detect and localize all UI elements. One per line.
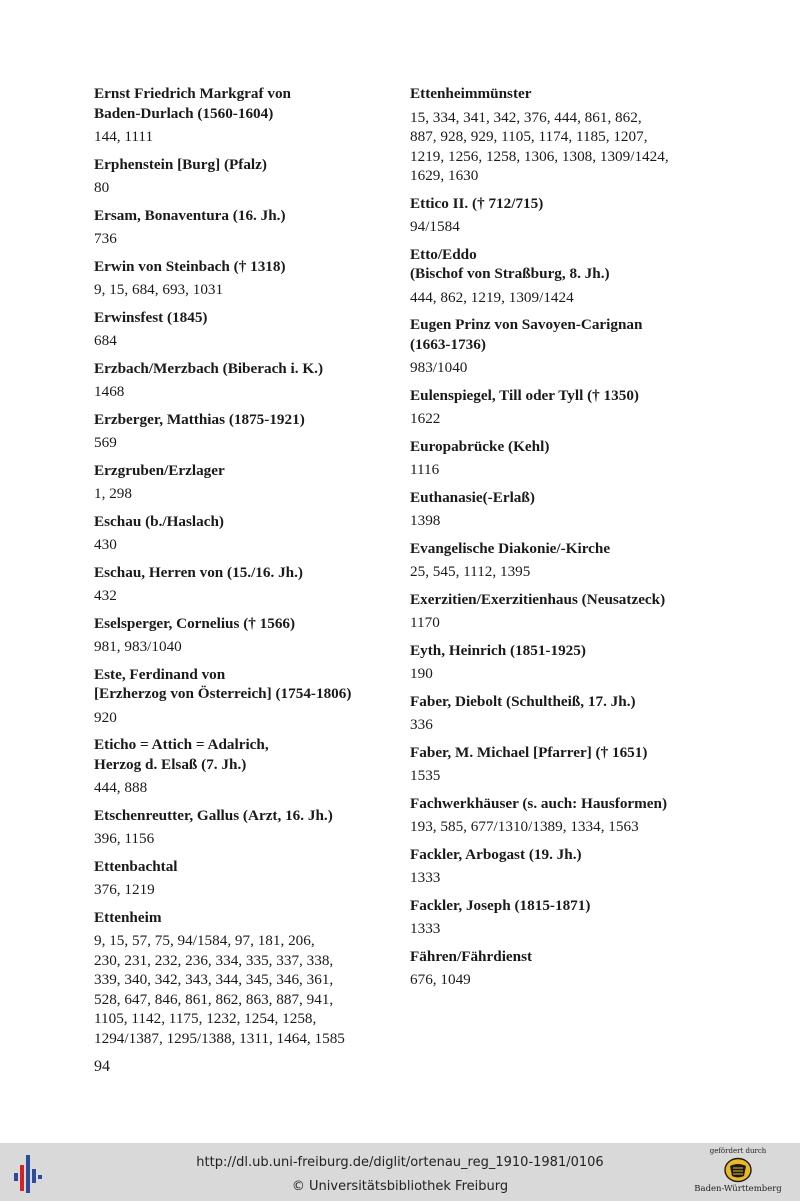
index-entry-heading: Este, Ferdinand von [Erzherzog von Österreich] (1754-1806) — [94, 665, 352, 702]
index-entry-heading: Erzbach/Merzbach (Biberach i. K.) — [94, 359, 324, 377]
index-entry-page-refs: 1, 298 — [94, 485, 132, 502]
index-entry-heading: Fachwerkhäuser (s. auch: Hausformen) — [410, 794, 668, 812]
index-entry-page-refs: 1535 — [410, 767, 441, 784]
index-entry-page-refs: 569 — [94, 434, 117, 451]
index-entry — [94, 257, 394, 300]
index-entry — [410, 590, 730, 633]
index-entry-heading: Ernst Friedrich Markgraf von Baden-Durlach (1560-1604) — [94, 85, 291, 122]
index-entry — [410, 437, 730, 480]
index-entry — [410, 794, 730, 837]
index-entry-page-refs: 190 — [410, 665, 433, 682]
index-entry — [94, 857, 394, 900]
index-entry-heading: Eschau, Herren von (15./16. Jh.) — [94, 563, 303, 581]
index-entry-page-refs: 920 — [94, 708, 117, 726]
index-entry-heading: Eschau (b./Haslach) — [94, 512, 224, 530]
index-entry-page-refs: 1333 — [410, 920, 441, 937]
index-entry — [410, 947, 730, 990]
baden-wuerttemberg-seal-icon — [723, 1157, 753, 1183]
index-entry-page-refs: 444, 888 — [94, 779, 148, 796]
index-entry-page-refs: 983/1040 — [410, 359, 468, 376]
sponsor-badge — [690, 1147, 786, 1201]
index-entry-heading: Faber, M. Michael [Pfarrer] († 1651) — [410, 743, 648, 761]
index-entry — [94, 84, 394, 147]
index-entry-heading: Etschenreutter, Gallus (Arzt, 16. Jh.) — [94, 806, 333, 824]
sponsor-caption: gefördert durch — [709, 1147, 767, 1155]
index-entry-heading: Erzberger, Matthias (1875-1921) — [94, 410, 305, 428]
index-entry — [94, 806, 394, 849]
index-entry-page-refs: 25, 545, 1112, 1395 — [410, 563, 531, 580]
index-entry — [410, 194, 730, 237]
index-entry-page-refs: 1398 — [410, 512, 441, 529]
index-entry-heading: Evangelische Diakonie/-Kirche — [410, 539, 611, 557]
index-entry-heading: Eulenspiegel, Till oder Tyll († 1350) — [410, 386, 639, 404]
index-entry-page-refs: 15, 334, 341, 342, 376, 444, 861, 862, 887, 928, 929, 1105, 1174, 1185, 1207, 1219, 1256, 1258, 1306, 1308, 1309/1424, 1629, 1630 — [410, 108, 669, 184]
index-entry-heading: Eticho = Attich = Adalrich, Herzog d. Elsaß (7. Jh.) — [94, 736, 269, 773]
index-entry-heading: Erzgruben/Erzlager — [94, 461, 225, 479]
index-entry-heading: Ettenheimmünster — [410, 85, 532, 102]
index-entry-heading: Eyth, Heinrich (1851-1925) — [410, 641, 586, 659]
document-url[interactable]: http://dl.ub.uni-freiburg.de/diglit/ortenau_reg_1910-1981/0106 — [196, 1155, 604, 1170]
index-entry — [94, 155, 394, 198]
copyright-notice: © Universitätsbibliothek Freiburg — [291, 1179, 509, 1194]
index-entry — [410, 315, 730, 378]
index-entry — [94, 563, 394, 606]
index-entry-page-refs: 1468 — [94, 383, 125, 400]
index-entry — [94, 908, 394, 1049]
index-entry-page-refs: 9, 15, 57, 75, 94/1584, 97, 181, 206, 230, 231, 232, 236, 334, 335, 337, 338, 339, 340, 342, 343, 344, 345, 346, 361, 528, 647, 846, 861, 862, 863, 887, 941, 1105, 1142, 1175, 1232, 1254, 1258, 1294/1387, 1295/1388, 1311, 1464, 1585 — [94, 932, 345, 1047]
index-entry-heading: Euthanasie(-Erlaß) — [410, 488, 535, 506]
index-entry-page-refs: 396, 1156 — [94, 830, 155, 847]
index-entry — [410, 488, 730, 531]
index-entry — [94, 735, 394, 798]
index-entry-page-refs: 376, 1219 — [94, 881, 155, 898]
index-entry-page-refs: 94/1584 — [410, 218, 460, 235]
index-entry-heading: Ersam, Bonaventura (16. Jh.) — [94, 206, 286, 224]
index-entry — [410, 245, 730, 308]
index-entry-heading: Europabrücke (Kehl) — [410, 437, 550, 455]
index-column-right — [410, 84, 730, 998]
index-entry-heading: Ettenheim — [94, 908, 162, 926]
index-entry-page-refs: 1116 — [410, 461, 440, 478]
index-entry-heading: Erwin von Steinbach († 1318) — [94, 257, 286, 275]
index-entry — [410, 845, 730, 888]
index-entry-page-refs: 9, 15, 684, 693, 1031 — [94, 281, 224, 298]
index-entry-heading: Etto/Eddo (Bischof von Straßburg, 8. Jh.) — [410, 245, 610, 282]
index-entry — [94, 410, 394, 453]
index-entry-heading: Ettico II. († 712/715) — [410, 194, 544, 212]
sponsor-name: Baden-Württemberg — [694, 1184, 782, 1194]
index-entry-heading: Eselsperger, Cornelius († 1566) — [94, 614, 296, 632]
index-entry-page-refs: 981, 983/1040 — [94, 638, 182, 655]
index-entry-heading: Fähren/Fährdienst — [410, 947, 533, 965]
index-entry — [410, 641, 730, 684]
index-entry-page-refs: 193, 585, 677/1310/1389, 1334, 1563 — [410, 818, 639, 835]
index-entry — [94, 461, 394, 504]
index-entry — [410, 539, 730, 582]
index-entry-heading: Fackler, Joseph (1815-1871) — [410, 896, 591, 914]
index-entry-heading: Erphenstein [Burg] (Pfalz) — [94, 155, 267, 173]
index-entry-heading: Fackler, Arbogast (19. Jh.) — [410, 845, 582, 863]
index-entry-page-refs: 430 — [94, 536, 117, 553]
index-entry — [410, 743, 730, 786]
index-entry-heading: Erwinsfest (1845) — [94, 308, 208, 326]
index-entry-page-refs: 144, 1111 — [94, 128, 154, 145]
index-entry-page-refs: 432 — [94, 587, 117, 604]
index-entry — [94, 665, 394, 728]
index-entry-page-refs: 444, 862, 1219, 1309/1424 — [410, 288, 574, 306]
index-entry — [410, 386, 730, 429]
index-entry — [94, 206, 394, 249]
index-entry-page-refs: 1622 — [410, 410, 441, 427]
index-entry — [94, 512, 394, 555]
index-entry-page-refs: 736 — [94, 230, 117, 247]
index-entry — [94, 359, 394, 402]
index-entry-heading: Eugen Prinz von Savoyen-Carignan (1663-1736) — [410, 316, 643, 353]
page-number: 94 — [94, 1058, 110, 1075]
index-entry-heading: Ettenbachtal — [94, 857, 178, 875]
index-entry-page-refs: 676, 1049 — [410, 971, 471, 988]
index-entry-page-refs: 80 — [94, 179, 110, 196]
index-column-left — [94, 84, 394, 1056]
index-entry — [410, 84, 730, 186]
index-entry — [94, 614, 394, 657]
index-entry-page-refs: 1170 — [410, 614, 440, 631]
index-entry-page-refs: 336 — [410, 716, 433, 733]
index-entry-heading: Exerzitien/Exerzitienhaus (Neusatzeck) — [410, 590, 666, 608]
viewer-footer — [0, 1143, 800, 1201]
index-entry — [410, 692, 730, 735]
index-entry — [94, 308, 394, 351]
index-entry-page-refs: 1333 — [410, 869, 441, 886]
index-entry-page-refs: 684 — [94, 332, 117, 349]
index-entry — [410, 896, 730, 939]
index-entry-heading: Faber, Diebolt (Schultheiß, 17. Jh.) — [410, 692, 636, 710]
